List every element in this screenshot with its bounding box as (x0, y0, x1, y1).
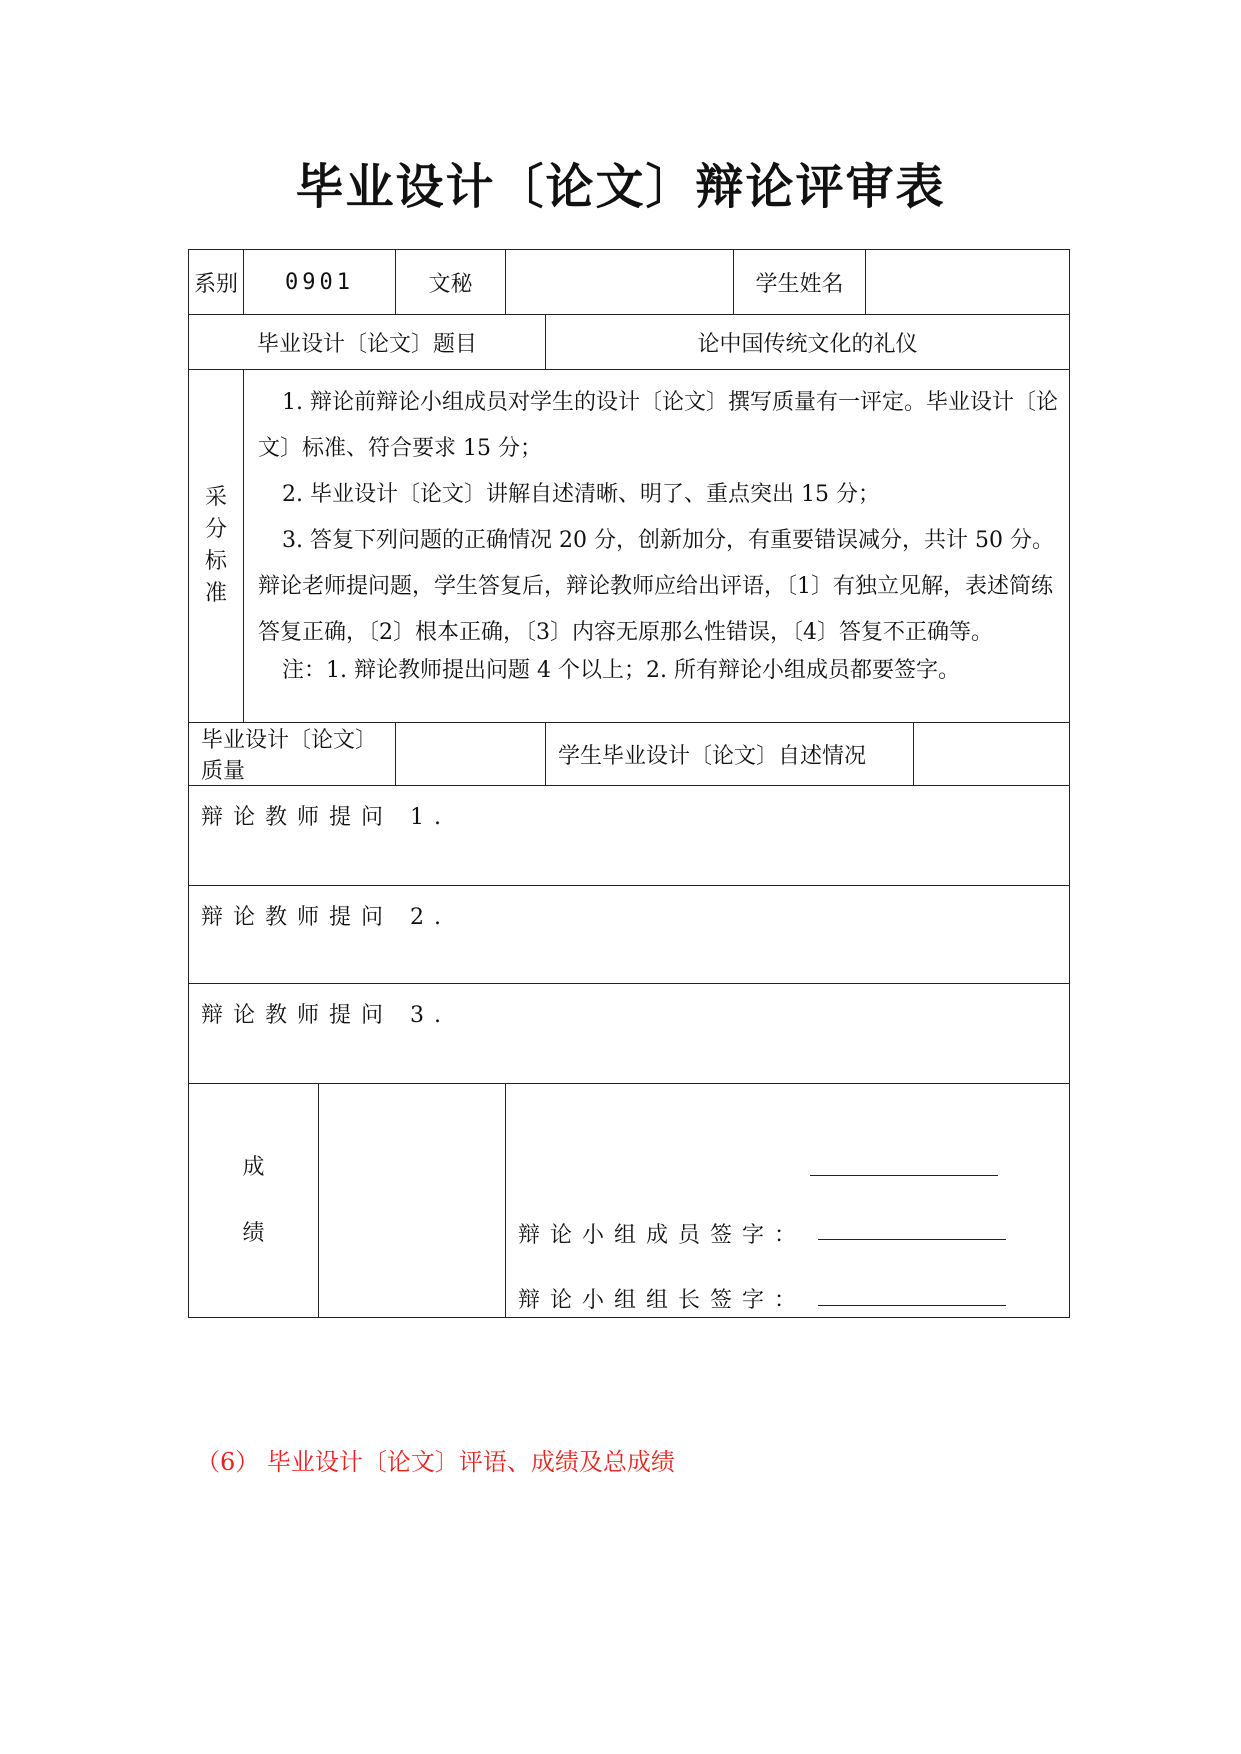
major-value[interactable] (506, 250, 734, 315)
form-row-quality (189, 723, 1070, 786)
dept-label: 系别 (189, 250, 244, 315)
dept-value[interactable]: 0901 (244, 250, 396, 315)
question-row (189, 786, 1070, 886)
criteria-content (244, 370, 1070, 723)
question-row (189, 984, 1070, 1084)
form-row-topic (189, 315, 1070, 370)
members-sign-label: 辩论小组成员签字： (518, 1223, 807, 1248)
signature-area (506, 1084, 1070, 1318)
question-3[interactable]: 辩论教师提问 3. (189, 984, 1070, 1084)
page-title: 毕业设计〔论文〕辩论评审表 (295, 159, 946, 215)
self-report-label: 学生毕业设计〔论文〕自述情况 (546, 723, 914, 786)
question-row (189, 886, 1070, 984)
signature-line[interactable] (810, 1175, 998, 1176)
criteria-label: 采 分 标 准 (189, 370, 244, 723)
form-row-criteria (189, 370, 1070, 723)
defense-evaluation-form (188, 249, 1070, 1318)
members-signature-line[interactable] (818, 1239, 1006, 1240)
leader-signature-line[interactable] (818, 1305, 1006, 1306)
form-row-basic-info (189, 250, 1070, 315)
grade-value[interactable] (319, 1084, 506, 1318)
student-name-value[interactable] (866, 250, 1070, 315)
criteria-item-2: 2. 毕业设计〔论文〕讲解自述清晰、明了、重点突出 15 分； (282, 482, 880, 507)
self-report-value[interactable] (914, 723, 1070, 786)
grade-label: 成 绩 (189, 1084, 319, 1318)
leader-sign-label: 辩论小组组长签字： (518, 1288, 807, 1313)
student-name-label: 学生姓名 (734, 250, 866, 315)
criteria-item-1: 1. 辩论前辩论小组成员对学生的设计〔论文〕撰写质量有一评定。毕业设计〔论文〕标准、符合要求 15 分； (258, 390, 1058, 461)
major-label: 文秘 (396, 250, 506, 315)
question-2[interactable]: 辩论教师提问 2. (189, 886, 1070, 984)
section-heading-comments: （6） 毕业设计〔论文〕评语、成绩及总成绩 (196, 1448, 675, 1476)
question-1[interactable]: 辩论教师提问 1. (189, 786, 1070, 886)
topic-value[interactable]: 论中国传统文化的礼仪 (546, 315, 1070, 370)
criteria-note: 注：1. 辩论教师提出问题 4 个以上；2. 所有辩论小组成员都要签字。 (282, 658, 960, 683)
quality-value[interactable] (396, 723, 546, 786)
criteria-item-3: 3. 答复下列问题的正确情况 20 分，创新加分，有重要错误减分，共计 50 分。辩论老师提问题，学生答复后，辩论教师应给出评语，〔1〕有独立见解，表述简练答复正确，〔2〕根本正确，〔3〕内容无原那么性错误，〔4〕答复不正确等。 (258, 528, 1054, 645)
topic-label: 毕业设计〔论文〕题目 (189, 315, 546, 370)
form-row-grade (189, 1084, 1070, 1318)
quality-label: 毕业设计〔论文〕质量 (189, 723, 396, 786)
